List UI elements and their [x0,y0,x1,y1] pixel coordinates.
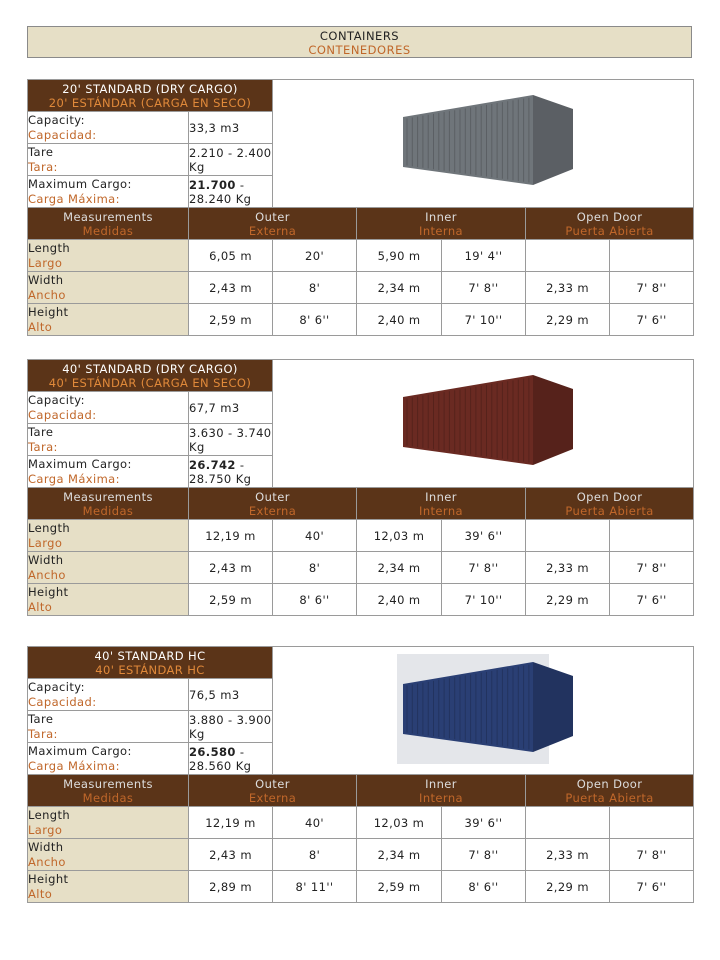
capacity-label-es: Capacidad: [28,407,97,422]
width-outer-m: 2,43 m [189,839,273,871]
width-label-es: Ancho [28,854,66,869]
tare-value: 3.630 - 3.740 Kg [189,425,272,454]
container-block-20-standard [27,79,693,336]
width-open-door-m: 2,33 m [526,839,610,871]
width-outer-ft: 8' [273,839,357,871]
container-title [28,80,273,112]
length-label-es: Largo [28,255,63,270]
container-image-cell [273,647,694,775]
height-row [28,584,694,616]
capacity-label-es: Capacidad: [28,127,97,142]
height-outer-ft: 8' 6'' [273,584,357,616]
max-cargo-range: - 28.240 Kg [189,177,252,206]
page-header [27,26,692,58]
width-outer-m: 2,43 m [189,552,273,584]
length-row [28,520,694,552]
measurements-header-en: Measurements [63,209,153,224]
open-door-header-en: Open Door [576,209,643,224]
height-inner-ft: 8' 6'' [442,871,526,903]
width-outer-m: 2,43 m [189,272,273,304]
inner-header [357,775,526,807]
inner-header-es: Interna [419,223,463,238]
measurements-header-en: Measurements [63,489,153,504]
container-title-es: 40' ESTÁNDAR (CARGA EN SECO) [48,375,252,390]
height-row [28,304,694,336]
max-cargo-label-en: Maximum Cargo: [28,456,132,471]
length-open-door-m [526,520,610,552]
tare-label-en: Tare [28,144,54,159]
width-inner-ft: 7' 8'' [442,552,526,584]
height-row [28,871,694,903]
tare-label-es: Tara: [28,159,58,174]
measurements-header [28,208,189,240]
container-door-face [533,375,573,465]
outer-header-en: Outer [255,209,290,224]
height-label-en: Height [28,304,69,319]
height-outer-ft: 8' 11'' [273,871,357,903]
tare-label-es: Tara: [28,726,58,741]
max-cargo-label-en: Maximum Cargo: [28,743,132,758]
length-outer-m: 6,05 m [189,240,273,272]
outer-header [189,775,357,807]
height-label-en: Height [28,584,69,599]
width-open-door-ft: 7' 8'' [610,839,694,871]
height-outer-m: 2,59 m [189,304,273,336]
length-row [28,807,694,839]
length-label-en: Length [28,240,71,255]
length-outer-ft: 20' [273,240,357,272]
open-door-header [526,488,694,520]
length-open-door-ft [610,520,694,552]
length-open-door-m [526,240,610,272]
capacity-label-es: Capacidad: [28,694,97,709]
tare-label [28,144,189,176]
capacity-label-en: Capacity: [28,679,85,694]
measurements-header [28,488,189,520]
length-inner-m: 5,90 m [357,240,442,272]
max-cargo-range: - 28.560 Kg [189,744,252,773]
capacity-value: 67,7 m3 [189,392,273,424]
outer-header-es: Externa [248,503,297,518]
width-open-door-ft: 7' 8'' [610,272,694,304]
width-inner-ft: 7' 8'' [442,272,526,304]
container-spec-table [27,359,694,616]
height-label-en: Height [28,871,69,886]
inner-header-es: Interna [419,503,463,518]
open-door-header-es: Puerta Abierta [565,503,654,518]
length-inner-ft: 39' 6'' [442,520,526,552]
open-door-header-en: Open Door [576,489,643,504]
inner-header-en: Inner [425,776,457,791]
width-inner-m: 2,34 m [357,839,442,871]
container-title-es: 20' ESTÁNDAR (CARGA EN SECO) [48,95,252,110]
length-inner-ft: 19' 4'' [442,240,526,272]
max-cargo-value [189,456,273,488]
max-cargo-label-es: Carga Máxima: [28,471,120,486]
container-image-cell [273,360,694,488]
container-title-es: 40' ESTÁNDAR HC [95,662,205,677]
container-photo [383,654,583,764]
inner-header [357,208,526,240]
max-cargo-bold: 21.700 [189,177,236,192]
length-label [28,240,189,272]
length-inner-m: 12,03 m [357,520,442,552]
height-label [28,584,189,616]
max-cargo-label [28,456,189,488]
container-title-en: 20' STANDARD (DRY CARGO) [62,81,238,96]
capacity-label [28,112,189,144]
width-row [28,839,694,871]
outer-header-es: Externa [248,223,297,238]
height-open-door-m: 2,29 m [526,304,610,336]
tare-label [28,711,189,743]
open-door-header [526,208,694,240]
length-outer-ft: 40' [273,520,357,552]
measurements-header-es: Medidas [82,223,134,238]
measurements-header-es: Medidas [82,503,134,518]
height-open-door-m: 2,29 m [526,871,610,903]
max-cargo-bold: 26.742 [189,457,236,472]
capacity-label [28,679,189,711]
container-title [28,360,273,392]
max-cargo-value [189,176,273,208]
inner-header-en: Inner [425,489,457,504]
width-label-en: Width [28,272,64,287]
inner-header-es: Interna [419,790,463,805]
length-open-door-m [526,807,610,839]
length-outer-ft: 40' [273,807,357,839]
length-open-door-ft [610,240,694,272]
container-title-en: 40' STANDARD (DRY CARGO) [62,361,238,376]
length-row [28,240,694,272]
height-inner-ft: 7' 10'' [442,304,526,336]
max-cargo-label-es: Carga Máxima: [28,758,120,773]
inner-header [357,488,526,520]
open-door-header-es: Puerta Abierta [565,790,654,805]
length-label-es: Largo [28,535,63,550]
height-open-door-ft: 7' 6'' [610,871,694,903]
outer-header-es: Externa [248,790,297,805]
container-spec-table [27,646,694,903]
width-outer-ft: 8' [273,272,357,304]
width-label-es: Ancho [28,287,66,302]
tare-value: 2.210 - 2.400 Kg [189,145,272,174]
height-open-door-ft: 7' 6'' [610,584,694,616]
height-open-door-m: 2,29 m [526,584,610,616]
max-cargo-label [28,176,189,208]
container-block-40-hc [27,646,693,903]
width-open-door-ft: 7' 8'' [610,552,694,584]
width-inner-ft: 7' 8'' [442,839,526,871]
container-title-en: 40' STANDARD HC [94,648,206,663]
container-door-face [533,95,573,185]
capacity-label-en: Capacity: [28,112,85,127]
length-label-es: Largo [28,822,63,837]
height-open-door-ft: 7' 6'' [610,304,694,336]
height-label [28,871,189,903]
container-block-40-standard [27,359,693,616]
length-inner-ft: 39' 6'' [442,807,526,839]
width-outer-ft: 8' [273,552,357,584]
width-open-door-m: 2,33 m [526,272,610,304]
width-inner-m: 2,34 m [357,552,442,584]
width-row [28,552,694,584]
height-outer-ft: 8' 6'' [273,304,357,336]
container-door-face [533,662,573,752]
inner-header-en: Inner [425,209,457,224]
container-photo [383,367,583,477]
tare-value: 3.880 - 3.900 Kg [189,712,272,741]
length-outer-m: 12,19 m [189,807,273,839]
width-label-es: Ancho [28,567,66,582]
capacity-label-en: Capacity: [28,392,85,407]
length-inner-m: 12,03 m [357,807,442,839]
width-open-door-m: 2,33 m [526,552,610,584]
width-label-en: Width [28,839,64,854]
length-label [28,520,189,552]
max-cargo-label-en: Maximum Cargo: [28,176,132,191]
length-label-en: Length [28,520,71,535]
height-outer-m: 2,89 m [189,871,273,903]
container-image-cell [273,80,694,208]
height-inner-m: 2,40 m [357,584,442,616]
length-open-door-ft [610,807,694,839]
outer-header-en: Outer [255,489,290,504]
height-label-es: Alto [28,319,53,334]
capacity-label [28,392,189,424]
height-inner-ft: 7' 10'' [442,584,526,616]
tare-label-en: Tare [28,711,54,726]
width-label-en: Width [28,552,64,567]
open-door-header [526,775,694,807]
length-outer-m: 12,19 m [189,520,273,552]
header-title-en: CONTAINERS [319,29,400,43]
height-label-es: Alto [28,599,53,614]
width-label [28,272,189,304]
container-title [28,647,273,679]
tare-label-en: Tare [28,424,54,439]
width-row [28,272,694,304]
width-label [28,839,189,871]
header-title-es: CONTENEDORES [308,43,411,57]
max-cargo-label [28,743,189,775]
height-inner-m: 2,59 m [357,871,442,903]
capacity-value: 33,3 m3 [189,112,273,144]
outer-header-en: Outer [255,776,290,791]
capacity-value: 76,5 m3 [189,679,273,711]
measurements-header-es: Medidas [82,790,134,805]
length-label-en: Length [28,807,71,822]
outer-header [189,208,357,240]
max-cargo-bold: 26.580 [189,744,236,759]
outer-header [189,488,357,520]
height-inner-m: 2,40 m [357,304,442,336]
measurements-header [28,775,189,807]
container-photo [383,87,583,197]
tare-label-es: Tara: [28,439,58,454]
height-outer-m: 2,59 m [189,584,273,616]
max-cargo-range: - 28.750 Kg [189,457,252,486]
max-cargo-value [189,743,273,775]
length-label [28,807,189,839]
max-cargo-label-es: Carga Máxima: [28,191,120,206]
tare-label [28,424,189,456]
measurements-header-en: Measurements [63,776,153,791]
width-label [28,552,189,584]
container-spec-table [27,79,694,336]
height-label [28,304,189,336]
open-door-header-es: Puerta Abierta [565,223,654,238]
width-inner-m: 2,34 m [357,272,442,304]
height-label-es: Alto [28,886,53,901]
open-door-header-en: Open Door [576,776,643,791]
